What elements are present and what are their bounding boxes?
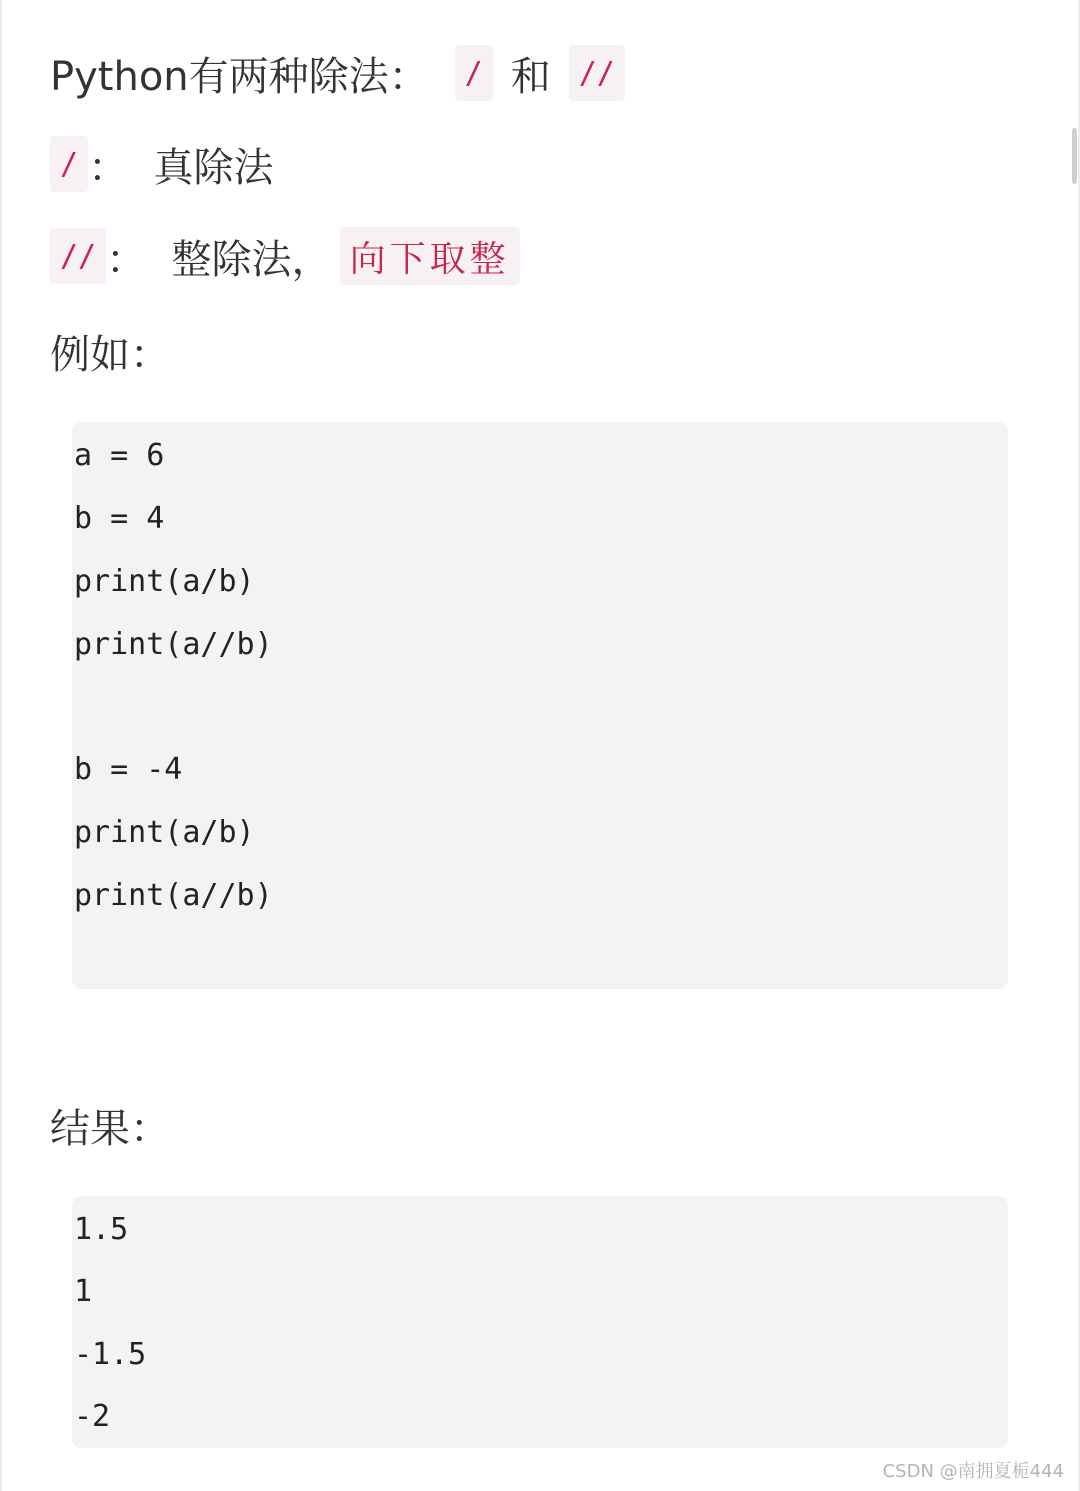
double-slash-operator-code: // — [50, 228, 106, 284]
floor-division-line — [50, 226, 520, 286]
true-division-line — [50, 134, 274, 194]
watermark: CSDN @南拥夏栀444 — [882, 1461, 1064, 1482]
code-line: print(a/b) — [74, 563, 255, 599]
left-border — [0, 0, 2, 1491]
output-line: -2 — [74, 1398, 111, 1434]
code-block — [72, 422, 1008, 989]
code-line: a = 6 — [74, 437, 165, 473]
example-label: 例如： — [50, 331, 170, 378]
conjunction-text: 和 — [510, 53, 551, 100]
true-division-text: ： 真除法 — [88, 144, 274, 191]
intro-text: Python有两种除法： — [50, 53, 429, 100]
scrollbar-thumb[interactable] — [1072, 128, 1077, 184]
output-block — [72, 1196, 1008, 1448]
slash-operator-code: / — [455, 45, 493, 101]
code-line: print(a/b) — [74, 814, 255, 850]
output-line: 1.5 — [74, 1211, 129, 1247]
output-line: -1.5 — [74, 1336, 147, 1372]
output-line: 1 — [74, 1273, 93, 1309]
double-slash-operator-code: // — [569, 45, 625, 101]
slash-operator-code: / — [50, 136, 88, 192]
round-down-highlight: 向下取整 — [340, 227, 520, 285]
intro-line — [50, 43, 625, 103]
code-line: b = -4 — [74, 751, 183, 787]
example-heading — [50, 321, 170, 381]
result-heading — [50, 1095, 170, 1155]
result-label: 结果： — [50, 1105, 170, 1152]
code-line: b = 4 — [74, 500, 165, 536]
code-line: print(a//b) — [74, 626, 273, 662]
code-line: print(a//b) — [74, 877, 273, 913]
floor-division-text: ： 整除法， — [106, 236, 332, 283]
